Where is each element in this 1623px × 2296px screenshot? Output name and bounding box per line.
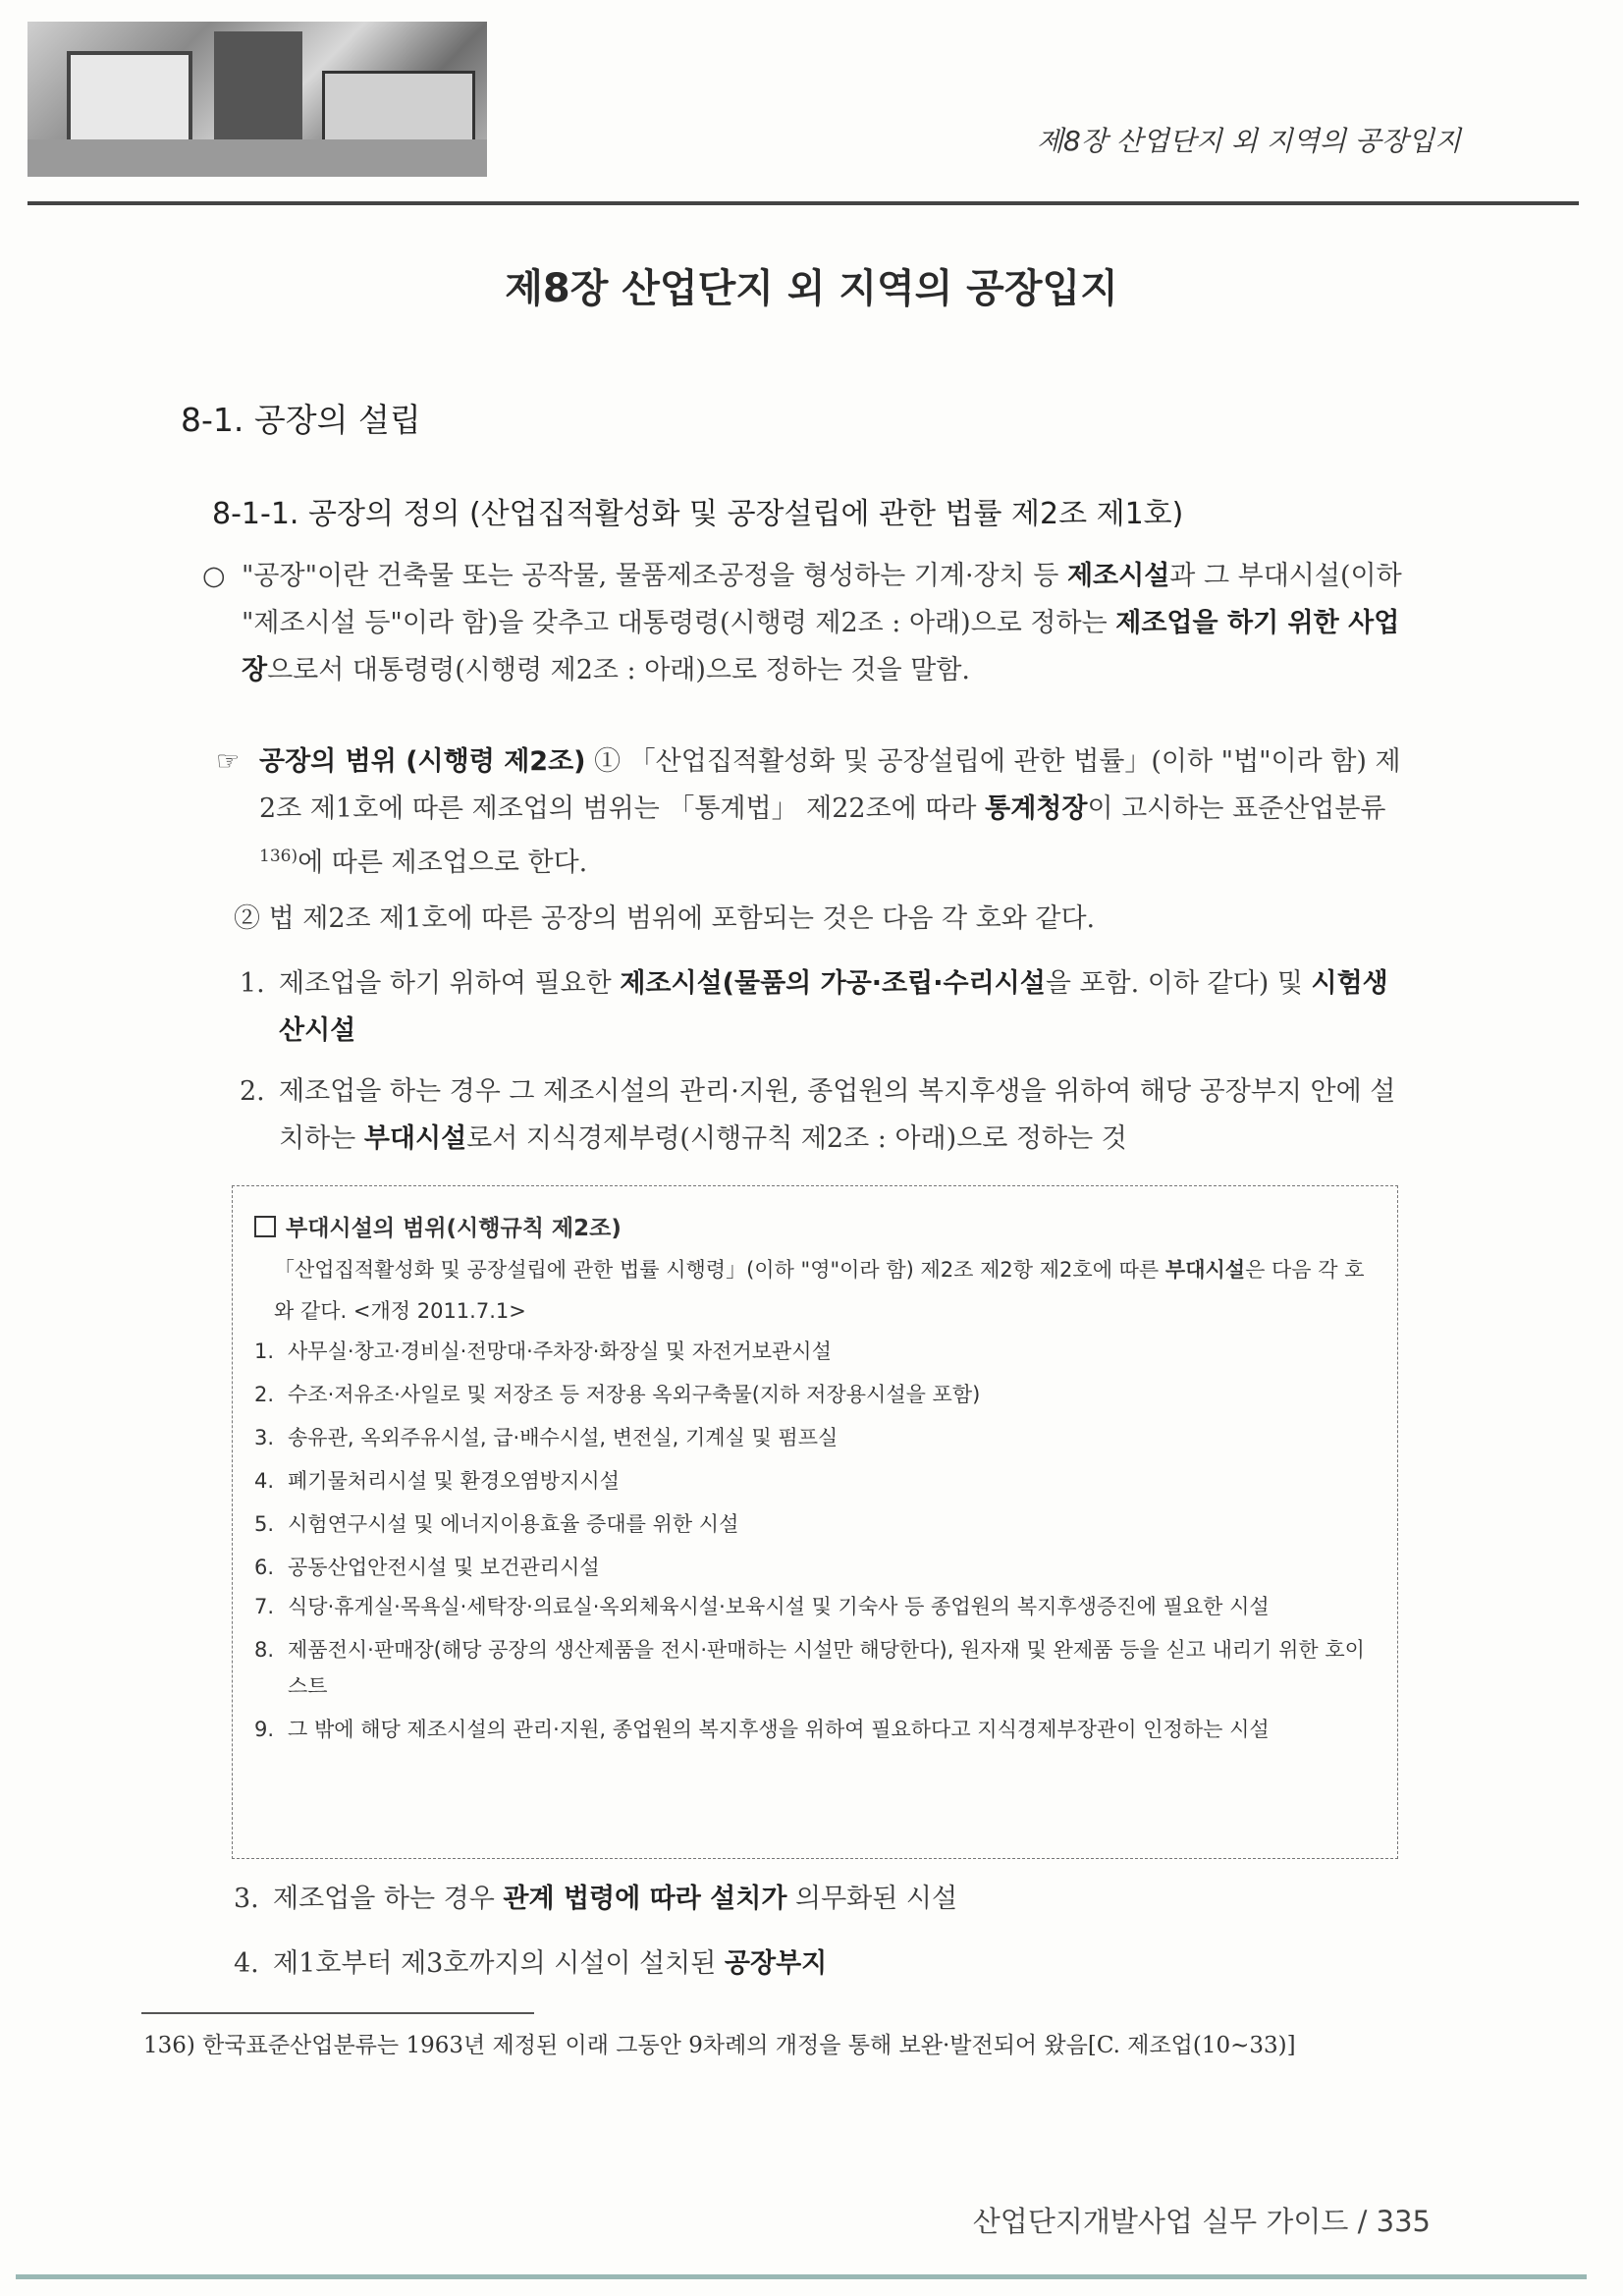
scope-paragraph: ☞ 공장의 범위 (시행령 제2조) ① 「산업집적활성화 및 공장설립에 관한 법률」(이하 "법"이라 함) 제2조 제1호에 따른 제조업의 범위는 「통계법」 제22조에 따라 통계청장이 고시하는 표준산업분류$^{136)}$에 따른 제조업으로 한다. <box>216 738 1410 887</box>
list-item: 7. 식당·휴게실·목욕실·세탁장·의료실·옥외체육시설·보육시설 및 기숙사 등 종업원의 복지후생증진에 필요한 시설 <box>254 1595 1270 1618</box>
page-number: 335 <box>1376 2205 1431 2238</box>
box-list <box>254 1330 1376 1755</box>
subsection-heading: 8-1-1. 공장의 정의 (산업집적활성화 및 공장설립에 관한 법률 제2조 제1호) <box>212 497 1184 531</box>
header-photo <box>27 22 487 177</box>
list-item: 3. 송유관, 옥외주유시설, 급·배수시설, 변전실, 기계실 및 펌프실 <box>254 1426 839 1449</box>
running-header: 제8장 산업단지 외 지역의 공장입지 <box>1036 125 1461 157</box>
list-item: 5. 시험연구시설 및 에너지이용효율 증대를 위한 시설 <box>254 1512 739 1536</box>
book-title: 산업단지개발사업 실무 가이드 <box>972 2205 1349 2238</box>
list-item: 2. 수조·저유조·사일로 및 저장조 등 저장용 옥외구축물(지하 저장용시설을 포함) <box>254 1383 981 1406</box>
checkbox-square-icon <box>254 1216 276 1237</box>
footnote: 136) 한국표준산업분류는 1963년 제정된 이래 그동안 9차례의 개정을 통해 보완·발전되어 왔음[C. 제조업(10~33)] <box>143 2033 1296 2058</box>
list-item: 6. 공동산업안전시설 및 보건관리시설 <box>254 1556 600 1579</box>
footer-rule <box>16 2274 1587 2279</box>
scope-item-2: 2. 제조업을 하는 경우 그 제조시설의 관리·지원, 종업원의 복지후생을 위하여 해당 공장부지 안에 설치하는 부대시설로서 지식경제부령(시행규칙 제2조 : 아래)으로 정하는 것 <box>240 1076 1396 1154</box>
list-item: 4. 폐기물처리시설 및 환경오염방지시설 <box>254 1469 620 1493</box>
page-footer: 산업단지개발사업 실무 가이드 / 335 <box>972 2205 1431 2238</box>
page-title: 제8장 산업단지 외 지역의 공장입지 <box>505 266 1118 311</box>
bullet-icon: ○ <box>202 561 226 591</box>
pointing-hand-icon: ☞ <box>216 746 241 777</box>
list-item: 9. 그 밖에 해당 제조시설의 관리·지원, 종업원의 복지후생을 위하여 필요하다고 지식경제부장관이 인정하는 시설 <box>254 1718 1270 1741</box>
box-title: 부대시설의 범위(시행규칙 제2조) <box>254 1210 622 1242</box>
scope-item-3: 3. 제조업을 하는 경우 관계 법령에 따라 설치가 의무화된 시설 <box>234 1884 958 1914</box>
footnote-rule <box>141 2012 534 2014</box>
scope-item-4: 4. 제1호부터 제3호까지의 시설이 설치된 공장부지 <box>234 1948 828 1979</box>
ancillary-facilities-box <box>232 1185 1398 1859</box>
box-intro: 「산업집적활성화 및 공장설립에 관한 법률 시행령」(이하 "영"이라 함) 제2조 제2항 제2호에 따른 부대시설은 다음 각 호와 같다. <개정 2011.7.1> <box>274 1258 1365 1323</box>
scope-item-1: 1. 제조업을 하기 위하여 필요한 제조시설(물품의 가공·조립·수리시설을 포함. 이하 같다) 및 시험생산시설 <box>240 968 1388 1046</box>
section-heading: 8-1. 공장의 설립 <box>181 401 421 439</box>
header-rule <box>27 201 1579 205</box>
list-item: 1. 사무실·창고·경비실·전망대·주차장·화장실 및 자전거보관시설 <box>254 1339 832 1363</box>
scope-clause-2: ② 법 제2조 제1호에 따른 공장의 범위에 포함되는 것은 다음 각 호와 같다. <box>234 903 1096 934</box>
definition-paragraph: ○ "공장"이란 건축물 또는 공작물, 물품제조공정을 형성하는 기계·장치 등 제조시설과 그 부대시설(이하 "제조시설 등"이라 함)을 갖추고 대통령령(시행령 제2조 : 아래)으로 정하는 제조업을 하기 위한 사업장으로서 대통령령(시행령 제2조 : 아래)으로 정하는 것을 말함. <box>202 553 1410 694</box>
list-item: 8. 제품전시·판매장(해당 공장의 생산제품을 전시·판매하는 시설만 해당한다), 원자재 및 완제품 등을 싣고 내리기 위한 호이스트 <box>254 1638 1365 1698</box>
